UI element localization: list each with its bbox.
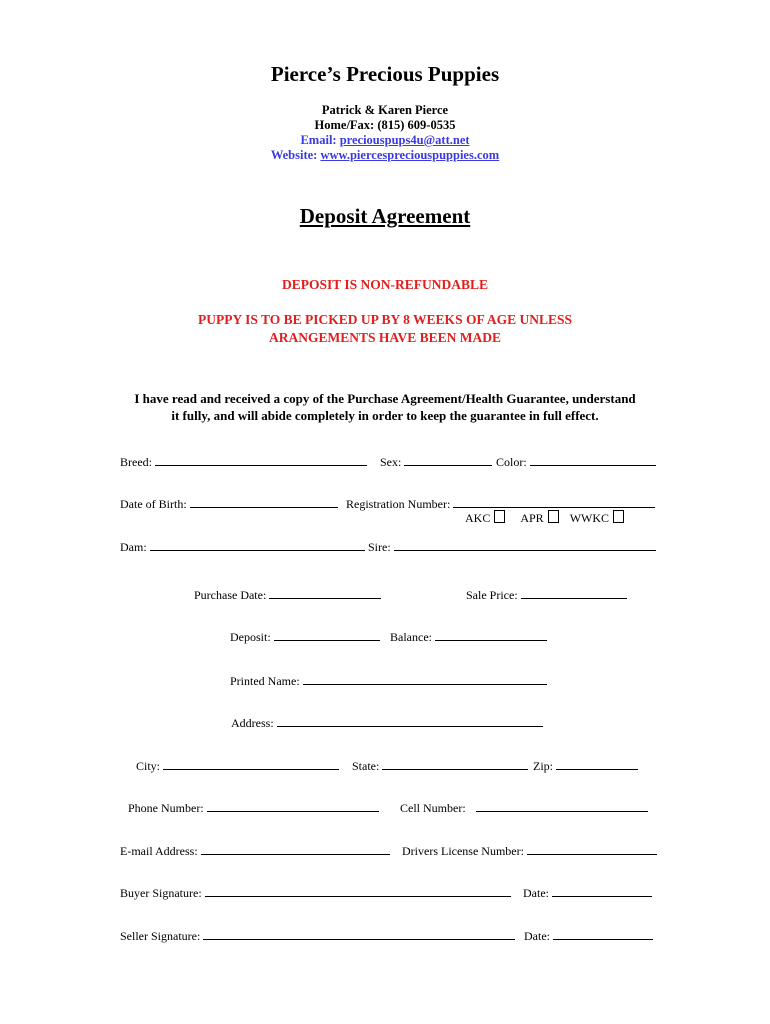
business-name: Pierce’s Precious Puppies — [270, 62, 500, 86]
sex-field — [380, 454, 492, 470]
website-link[interactable]: www.piercespreciouspuppies.com — [320, 148, 500, 162]
color-label: Color: — [496, 455, 527, 469]
seller-date-label: Date: — [524, 929, 550, 943]
email-link[interactable]: preciouspups4u@att.net — [339, 133, 470, 147]
deposit-label: Deposit: — [230, 630, 271, 644]
balance-input[interactable] — [435, 629, 547, 641]
sex-label: Sex: — [380, 455, 402, 469]
sale-price-field — [466, 587, 627, 603]
purchase-date-label: Purchase Date: — [194, 588, 267, 602]
phone-input[interactable] — [207, 800, 379, 812]
state-field — [352, 758, 528, 774]
printed-name-input[interactable] — [303, 673, 547, 685]
dob-field — [120, 496, 338, 512]
zip-field — [533, 758, 638, 774]
acknowledgement-line-1: I have read and received a copy of the Purchase Agreement/Health Guarantee, understand — [134, 391, 636, 406]
buyer-date-label: Date: — [523, 886, 549, 900]
color-field — [496, 454, 656, 470]
sire-input[interactable] — [394, 539, 656, 551]
dob-input[interactable] — [190, 496, 338, 508]
printed-name-label: Printed Name: — [230, 674, 300, 688]
buyer-signature-field — [120, 885, 511, 901]
website-line — [0, 148, 770, 163]
balance-label: Balance: — [390, 630, 432, 644]
breed-label: Breed: — [120, 455, 152, 469]
deposit-input[interactable] — [274, 629, 380, 641]
sire-field — [368, 539, 656, 555]
cell-field — [400, 800, 648, 816]
cell-label: Cell Number: — [400, 801, 466, 815]
apr-label: APR — [520, 511, 544, 525]
buyer-date-input[interactable] — [552, 885, 652, 897]
sex-input[interactable] — [404, 454, 492, 466]
akc-checkbox[interactable] — [494, 510, 505, 523]
state-input[interactable] — [382, 758, 528, 770]
address-label: Address: — [231, 716, 274, 730]
balance-field — [390, 629, 547, 645]
apr-checkbox[interactable] — [548, 510, 559, 523]
registry-options — [465, 510, 624, 526]
license-input[interactable] — [527, 843, 657, 855]
buyer-signature-label: Buyer Signature: — [120, 886, 202, 900]
email-address-label: E-mail Address: — [120, 844, 198, 858]
zip-label: Zip: — [533, 759, 553, 773]
license-field — [402, 843, 657, 859]
phone-fax: Home/Fax: (815) 609-0535 — [314, 118, 456, 132]
pickup-notice-line-1: PUPPY IS TO BE PICKED UP BY 8 WEEKS OF AGE UNLESS — [198, 312, 572, 327]
buyer-signature-input[interactable] — [205, 885, 511, 897]
state-label: State: — [352, 759, 380, 773]
printed-name-field — [230, 673, 547, 689]
sale-price-label: Sale Price: — [466, 588, 518, 602]
purchase-date-field — [194, 587, 381, 603]
email-input[interactable] — [201, 843, 390, 855]
address-input[interactable] — [277, 715, 543, 727]
dam-input[interactable] — [150, 539, 365, 551]
seller-date-field — [524, 928, 653, 944]
seller-signature-input[interactable] — [203, 928, 515, 940]
dob-label: Date of Birth: — [120, 497, 187, 511]
cell-input[interactable] — [476, 800, 648, 812]
wwkc-checkbox[interactable] — [613, 510, 624, 523]
color-input[interactable] — [530, 454, 656, 466]
address-field — [231, 715, 543, 731]
website-label: Website: — [270, 148, 318, 162]
registration-input[interactable] — [453, 496, 655, 508]
zip-input[interactable] — [556, 758, 638, 770]
seller-signature-field — [120, 928, 515, 944]
city-field — [136, 758, 339, 774]
sale-price-input[interactable] — [521, 587, 627, 599]
phone-field — [128, 800, 379, 816]
akc-label: AKC — [465, 511, 491, 525]
registration-label: Registration Number: — [346, 497, 451, 511]
seller-date-input[interactable] — [553, 928, 653, 940]
email-label: Email: — [300, 133, 337, 147]
deposit-field — [230, 629, 380, 645]
dam-label: Dam: — [120, 540, 147, 554]
purchase-date-input[interactable] — [269, 587, 381, 599]
dam-field — [120, 539, 365, 555]
email-line — [0, 133, 770, 148]
city-label: City: — [136, 759, 161, 773]
sire-label: Sire: — [368, 540, 391, 554]
breed-field — [120, 454, 367, 470]
acknowledgement-line-2: it fully, and will abide completely in order to keep the guarantee in full effect. — [171, 408, 599, 423]
phone-label: Phone Number: — [128, 801, 204, 815]
pickup-notice-line-2: ARANGEMENTS HAVE BEEN MADE — [269, 330, 501, 345]
breed-input[interactable] — [155, 454, 367, 466]
buyer-date-field — [523, 885, 652, 901]
non-refundable-notice: DEPOSIT IS NON-REFUNDABLE — [281, 277, 489, 292]
email-field — [120, 843, 390, 859]
seller-signature-label: Seller Signature: — [120, 929, 201, 943]
wwkc-label: WWKC — [569, 511, 610, 525]
license-label: Drivers License Number: — [402, 844, 524, 858]
document-heading: Deposit Agreement — [299, 204, 471, 228]
owner-names: Patrick & Karen Pierce — [321, 103, 449, 117]
city-input[interactable] — [163, 758, 339, 770]
